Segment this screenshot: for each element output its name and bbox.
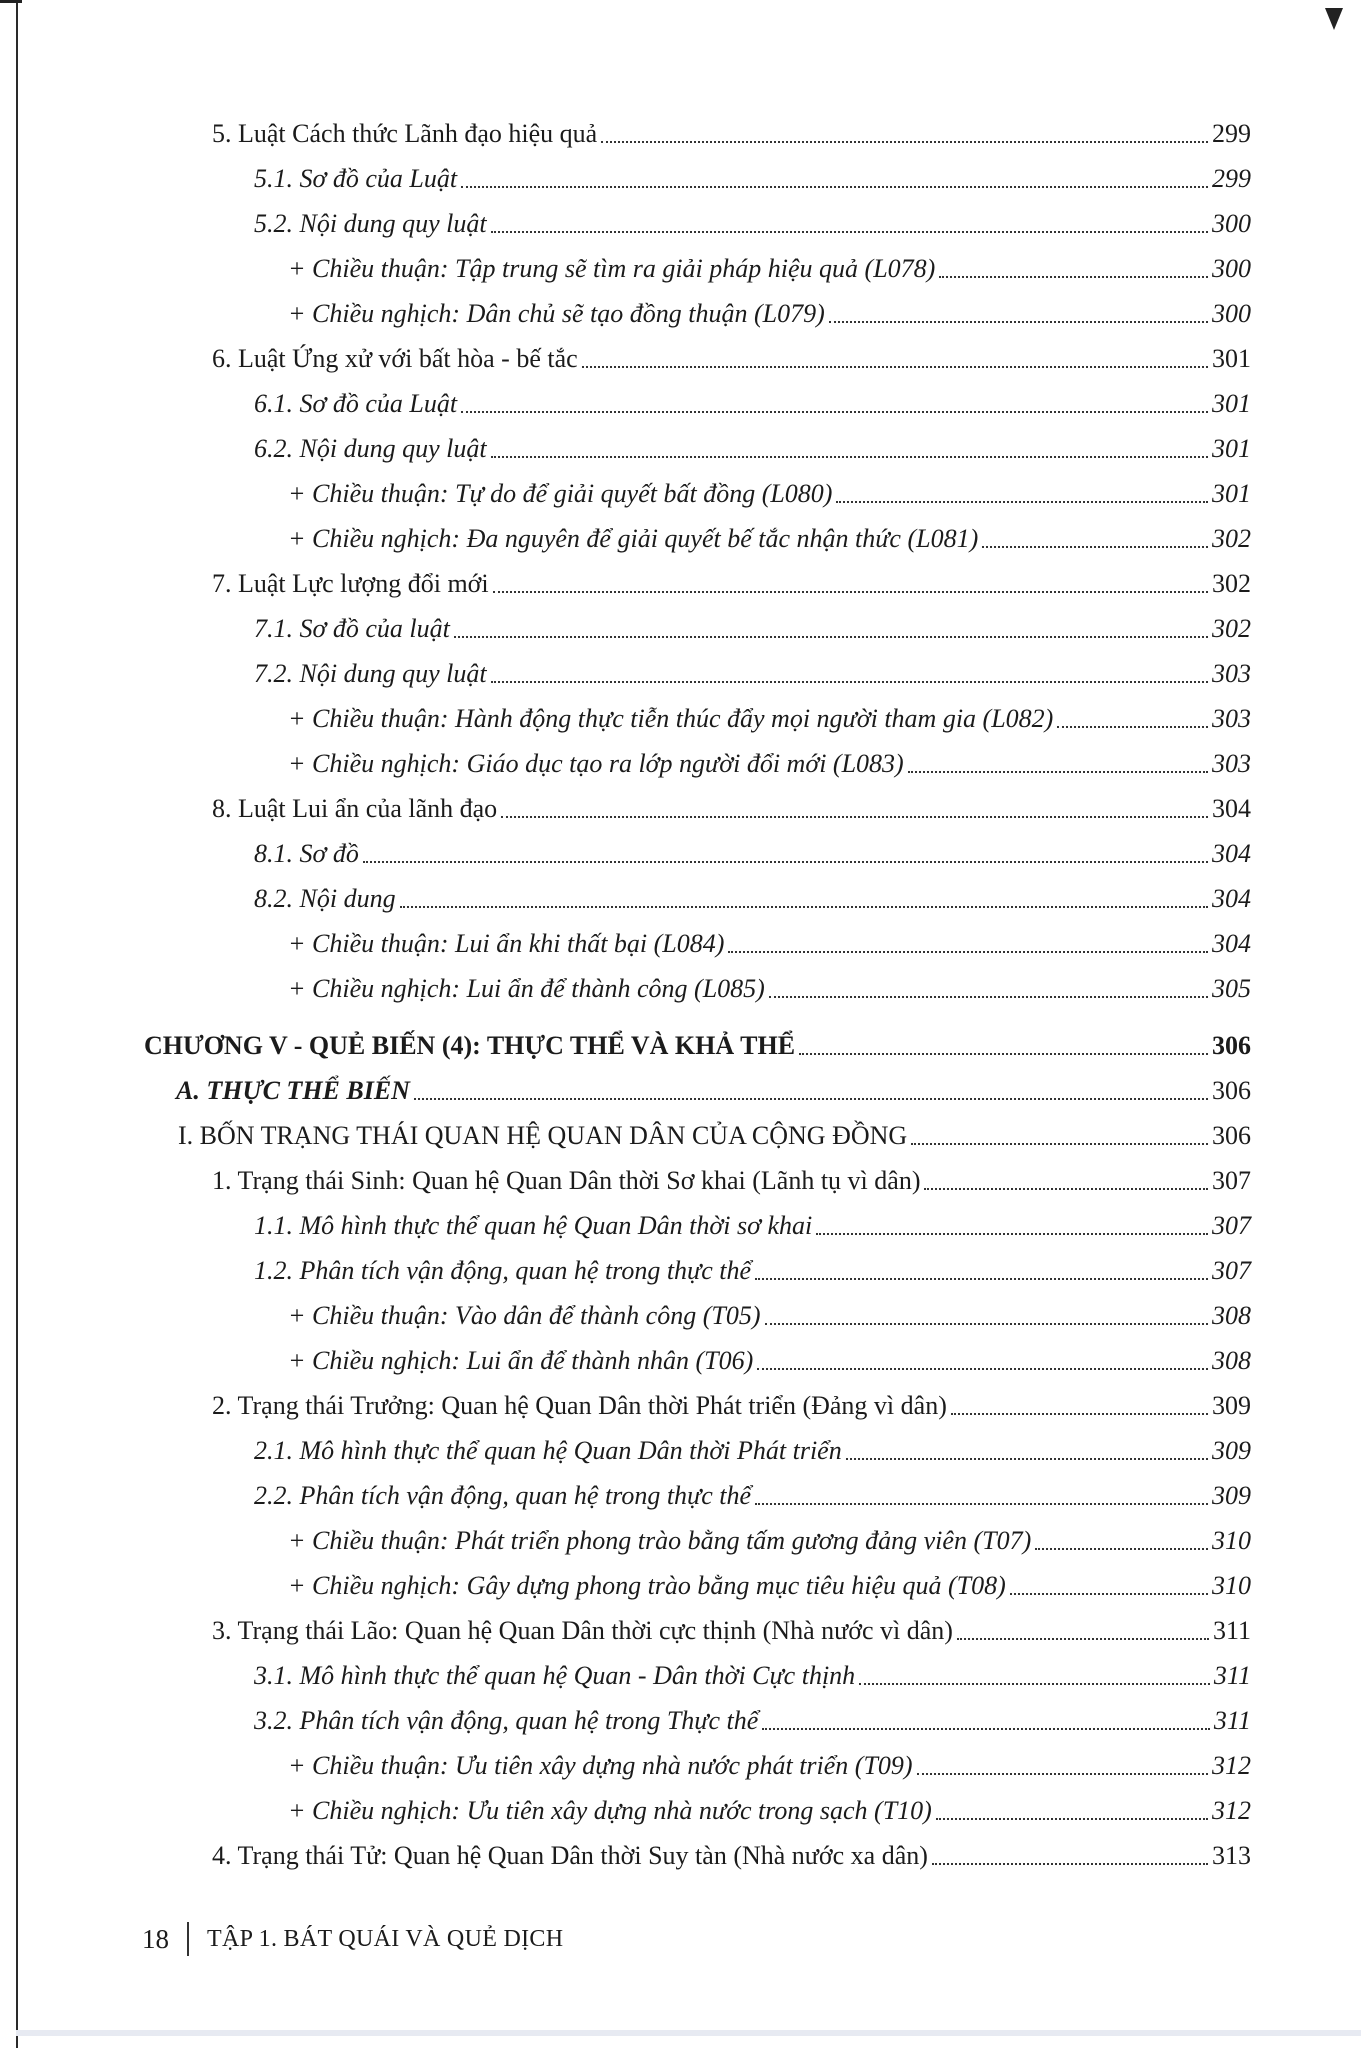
toc-page-number: 310 — [1212, 1526, 1251, 1555]
toc-entry — [254, 198, 1251, 240]
toc-entry-title: 1.2. Phân tích vận động, quan hệ trong thực thể — [254, 1256, 752, 1285]
toc-entry-title: 6.1. Sơ đồ của Luật — [254, 389, 458, 418]
toc-entry — [254, 828, 1251, 870]
toc-entry — [254, 873, 1251, 915]
toc-page-number: 304 — [1212, 884, 1251, 913]
toc-entry-title: 7.2. Nội dung quy luật — [254, 659, 487, 688]
toc-page-number: 309 — [1212, 1436, 1251, 1465]
dot-leader — [957, 1638, 1209, 1640]
toc-page-number: 302 — [1212, 614, 1251, 643]
dot-leader — [454, 636, 1208, 638]
toc-entry-title: + Chiều nghịch: Đa nguyên để giải quyết bế tắc nhận thức (L081) — [288, 524, 979, 553]
toc-page-number: 313 — [1212, 1841, 1251, 1870]
dot-leader — [951, 1413, 1208, 1415]
dot-leader — [493, 591, 1208, 593]
toc-section-heading — [176, 1065, 1251, 1107]
toc-entry-title: 5.1. Sơ đồ của Luật — [254, 164, 458, 193]
dot-leader — [491, 681, 1208, 683]
toc-page-number: 303 — [1212, 704, 1251, 733]
toc-page-number: 304 — [1212, 839, 1251, 868]
toc-entry — [254, 1425, 1251, 1467]
toc-entry-title: + Chiều thuận: Lui ẩn khi thất bại (L084) — [288, 929, 725, 958]
toc-page-number: 311 — [1213, 1706, 1251, 1735]
toc-entry-title: 2.2. Phân tích vận động, quan hệ trong thực thể — [254, 1481, 752, 1510]
toc-page-number: 304 — [1212, 929, 1251, 958]
dot-leader — [816, 1233, 1208, 1235]
toc-page-number: 310 — [1212, 1571, 1251, 1600]
dot-leader — [908, 771, 1208, 773]
dot-leader — [582, 366, 1208, 368]
toc-page-number: 312 — [1212, 1796, 1251, 1825]
toc-entry — [288, 1290, 1251, 1332]
dot-leader — [846, 1458, 1208, 1460]
toc-entry-title: A. THỰC THỂ BIẾN — [176, 1076, 410, 1105]
toc-page-number: 300 — [1212, 209, 1251, 238]
toc-page-number: 300 — [1212, 299, 1251, 328]
toc-page-number: 299 — [1212, 164, 1251, 193]
toc-page-number: 305 — [1212, 974, 1251, 1003]
dot-leader — [859, 1683, 1210, 1685]
dot-leader — [1057, 726, 1208, 728]
dot-leader — [762, 1728, 1210, 1730]
toc-entry — [212, 108, 1251, 150]
toc-entry-title: + Chiều thuận: Ưu tiên xây dựng nhà nước phát triển (T09) — [288, 1751, 913, 1780]
toc-entry-title: 6.2. Nội dung quy luật — [254, 434, 487, 463]
toc-page-number: 302 — [1212, 524, 1251, 553]
toc-page-number: 300 — [1212, 254, 1251, 283]
scan-bottom-edge — [16, 2030, 1361, 2036]
dot-leader — [363, 861, 1208, 863]
toc-entry-title: 1.1. Mô hình thực thể quan hệ Quan Dân thời sơ khai — [254, 1211, 813, 1240]
dot-leader — [491, 456, 1208, 458]
toc-entry-title: + Chiều thuận: Phát triển phong trào bằng tấm gương đảng viên (T07) — [288, 1526, 1032, 1555]
toc-entry-title: 3.2. Phân tích vận động, quan hệ trong Thực thể — [254, 1706, 759, 1735]
dot-leader — [769, 996, 1208, 998]
toc-page-number: 303 — [1212, 659, 1251, 688]
toc-entry — [254, 378, 1251, 420]
toc-entry-title: + Chiều nghịch: Lui ẩn để thành nhân (T06) — [288, 1346, 754, 1375]
toc-entry — [212, 1605, 1251, 1647]
toc-entry-title: + Chiều thuận: Tự do để giải quyết bất đồng (L080) — [288, 479, 833, 508]
toc-entry-title: 3. Trạng thái Lão: Quan hệ Quan Dân thời cực thịnh (Nhà nước vì dân) — [212, 1616, 953, 1645]
dot-leader — [755, 1278, 1208, 1280]
toc-entry-title: 7.1. Sơ đồ của luật — [254, 614, 450, 643]
toc-page-number: 301 — [1212, 479, 1251, 508]
toc-page-number: 306 — [1212, 1121, 1251, 1150]
dot-leader — [728, 951, 1208, 953]
toc-page-number: 311 — [1212, 1616, 1251, 1645]
toc-entry — [212, 783, 1251, 825]
crop-mark-top-left — [0, 0, 22, 13]
toc-entry-title: + Chiều nghịch: Dân chủ sẽ tạo đồng thuận (L079) — [288, 299, 825, 328]
toc-page-number: 301 — [1212, 434, 1251, 463]
dot-leader — [932, 1863, 1208, 1865]
dot-leader — [601, 141, 1208, 143]
toc-entry-title: 5. Luật Cách thức Lãnh đạo hiệu quả — [212, 119, 598, 148]
toc-page-number: 306 — [1212, 1076, 1251, 1105]
dot-leader — [757, 1368, 1208, 1370]
toc-entry-title: + Chiều thuận: Hành động thực tiễn thúc đẩy mọi người tham gia (L082) — [288, 704, 1054, 733]
toc-entry-title: + Chiều nghịch: Ưu tiên xây dựng nhà nước trong sạch (T10) — [288, 1796, 932, 1825]
toc-entry — [212, 1155, 1251, 1197]
toc-page-number: 307 — [1212, 1211, 1251, 1240]
toc-entry — [212, 1380, 1251, 1422]
toc-entry — [288, 1740, 1251, 1782]
toc-page-number: 309 — [1212, 1481, 1251, 1510]
toc-page-number: 308 — [1212, 1346, 1251, 1375]
dot-leader — [765, 1323, 1209, 1325]
toc-entry — [288, 1515, 1251, 1557]
dot-leader — [924, 1188, 1208, 1190]
page-footer — [142, 1922, 563, 1956]
toc-entry-title: + Chiều thuận: Tập trung sẽ tìm ra giải pháp hiệu quả (L078) — [288, 254, 936, 283]
toc-entry — [212, 1830, 1251, 1872]
dot-leader — [491, 231, 1208, 233]
toc-entry-title: + Chiều nghịch: Lui ẩn để thành công (L085) — [288, 974, 765, 1003]
dot-leader — [799, 1053, 1208, 1055]
dot-leader — [501, 816, 1208, 818]
crop-mark-top-right — [1325, 8, 1343, 30]
toc-entry — [288, 468, 1251, 510]
dot-leader — [982, 546, 1208, 548]
toc-entry — [254, 153, 1251, 195]
toc-chapter-heading — [144, 1020, 1251, 1062]
toc-entry — [288, 963, 1251, 1005]
toc-entry — [254, 648, 1251, 690]
toc-entry-title: 8. Luật Lui ẩn của lãnh đạo — [212, 794, 498, 823]
toc-entry-title: 8.2. Nội dung — [254, 884, 396, 913]
toc-entry-title: 2. Trạng thái Trưởng: Quan hệ Quan Dân thời Phát triển (Đảng vì dân) — [212, 1391, 947, 1420]
toc-page-number: 307 — [1212, 1256, 1251, 1285]
dot-leader — [1035, 1548, 1208, 1550]
toc-entry-title: I. BỐN TRẠNG THÁI QUAN HỆ QUAN DÂN CỦA CỘNG ĐỒNG — [178, 1121, 908, 1150]
dot-leader — [836, 501, 1208, 503]
toc-entry — [254, 423, 1251, 465]
toc-entry-title: 8.1. Sơ đồ — [254, 839, 359, 868]
toc-page-number: 312 — [1212, 1751, 1251, 1780]
toc-entry — [254, 1650, 1251, 1692]
dot-leader — [414, 1098, 1208, 1100]
footer-divider — [187, 1922, 189, 1956]
toc-entry — [178, 1110, 1251, 1152]
dot-leader — [755, 1503, 1208, 1505]
toc-page-number: 299 — [1212, 119, 1251, 148]
toc-entry — [254, 603, 1251, 645]
dot-leader — [911, 1143, 1208, 1145]
toc-page-number: 301 — [1212, 344, 1251, 373]
toc-page-number: 309 — [1212, 1391, 1251, 1420]
toc-page-number: 308 — [1212, 1301, 1251, 1330]
toc-entry — [288, 1560, 1251, 1602]
toc-entry — [288, 738, 1251, 780]
toc-entry-title: 6. Luật Ứng xử với bất hòa - bế tắc — [212, 344, 578, 373]
dot-leader — [829, 321, 1208, 323]
dot-leader — [917, 1773, 1208, 1775]
page-spine-edge — [0, 0, 18, 2048]
dot-leader — [461, 186, 1208, 188]
toc-entry — [288, 918, 1251, 960]
dot-leader — [1010, 1593, 1208, 1595]
toc-entry-title: + Chiều nghịch: Gây dựng phong trào bằng mục tiêu hiệu quả (T08) — [288, 1571, 1006, 1600]
toc-entry — [288, 1335, 1251, 1377]
dot-leader — [461, 411, 1208, 413]
toc-entry-title: 2.1. Mô hình thực thể quan hệ Quan Dân thời Phát triển — [254, 1436, 842, 1465]
dot-leader — [400, 906, 1208, 908]
footer-book-title: TẬP 1. BÁT QUÁI VÀ QUẺ DỊCH — [207, 1925, 564, 1952]
toc-page-number: 302 — [1212, 569, 1251, 598]
toc-entry — [288, 513, 1251, 555]
toc-entry-title: + Chiều nghịch: Giáo dục tạo ra lớp người đổi mới (L083) — [288, 749, 904, 778]
toc-entry — [288, 288, 1251, 330]
toc-entry-title: 1. Trạng thái Sinh: Quan hệ Quan Dân thời Sơ khai (Lãnh tụ vì dân) — [212, 1166, 921, 1195]
toc-entry — [254, 1200, 1251, 1242]
toc-entry — [212, 333, 1251, 375]
toc-page-number: 303 — [1212, 749, 1251, 778]
toc-page-number: 307 — [1212, 1166, 1251, 1195]
toc-entry — [288, 1785, 1251, 1827]
toc-entry-title: + Chiều thuận: Vào dân để thành công (T05) — [288, 1301, 761, 1330]
toc-entry — [254, 1695, 1251, 1737]
toc-entry — [254, 1470, 1251, 1512]
toc-entry-title: CHƯƠNG V - QUẺ BIẾN (4): THỰC THỂ VÀ KHẢ THỂ — [144, 1031, 796, 1060]
toc-entry-title: 3.1. Mô hình thực thể quan hệ Quan - Dân thời Cực thịnh — [254, 1661, 856, 1690]
toc-page-number: 311 — [1213, 1661, 1251, 1690]
toc-entry — [212, 558, 1251, 600]
toc-page-number: 301 — [1212, 389, 1251, 418]
toc-entry — [254, 1245, 1251, 1287]
toc-page-number: 306 — [1212, 1031, 1251, 1060]
toc-entry-title: 5.2. Nội dung quy luật — [254, 209, 487, 238]
toc-entry — [288, 243, 1251, 285]
toc-entry-title: 7. Luật Lực lượng đổi mới — [212, 569, 489, 598]
toc-entry — [288, 693, 1251, 735]
dot-leader — [939, 276, 1208, 278]
footer-page-number: 18 — [142, 1923, 169, 1954]
dot-leader — [936, 1818, 1208, 1820]
toc-entry-title: 4. Trạng thái Tử: Quan hệ Quan Dân thời Suy tàn (Nhà nước xa dân) — [212, 1841, 928, 1870]
toc-page-number: 304 — [1212, 794, 1251, 823]
